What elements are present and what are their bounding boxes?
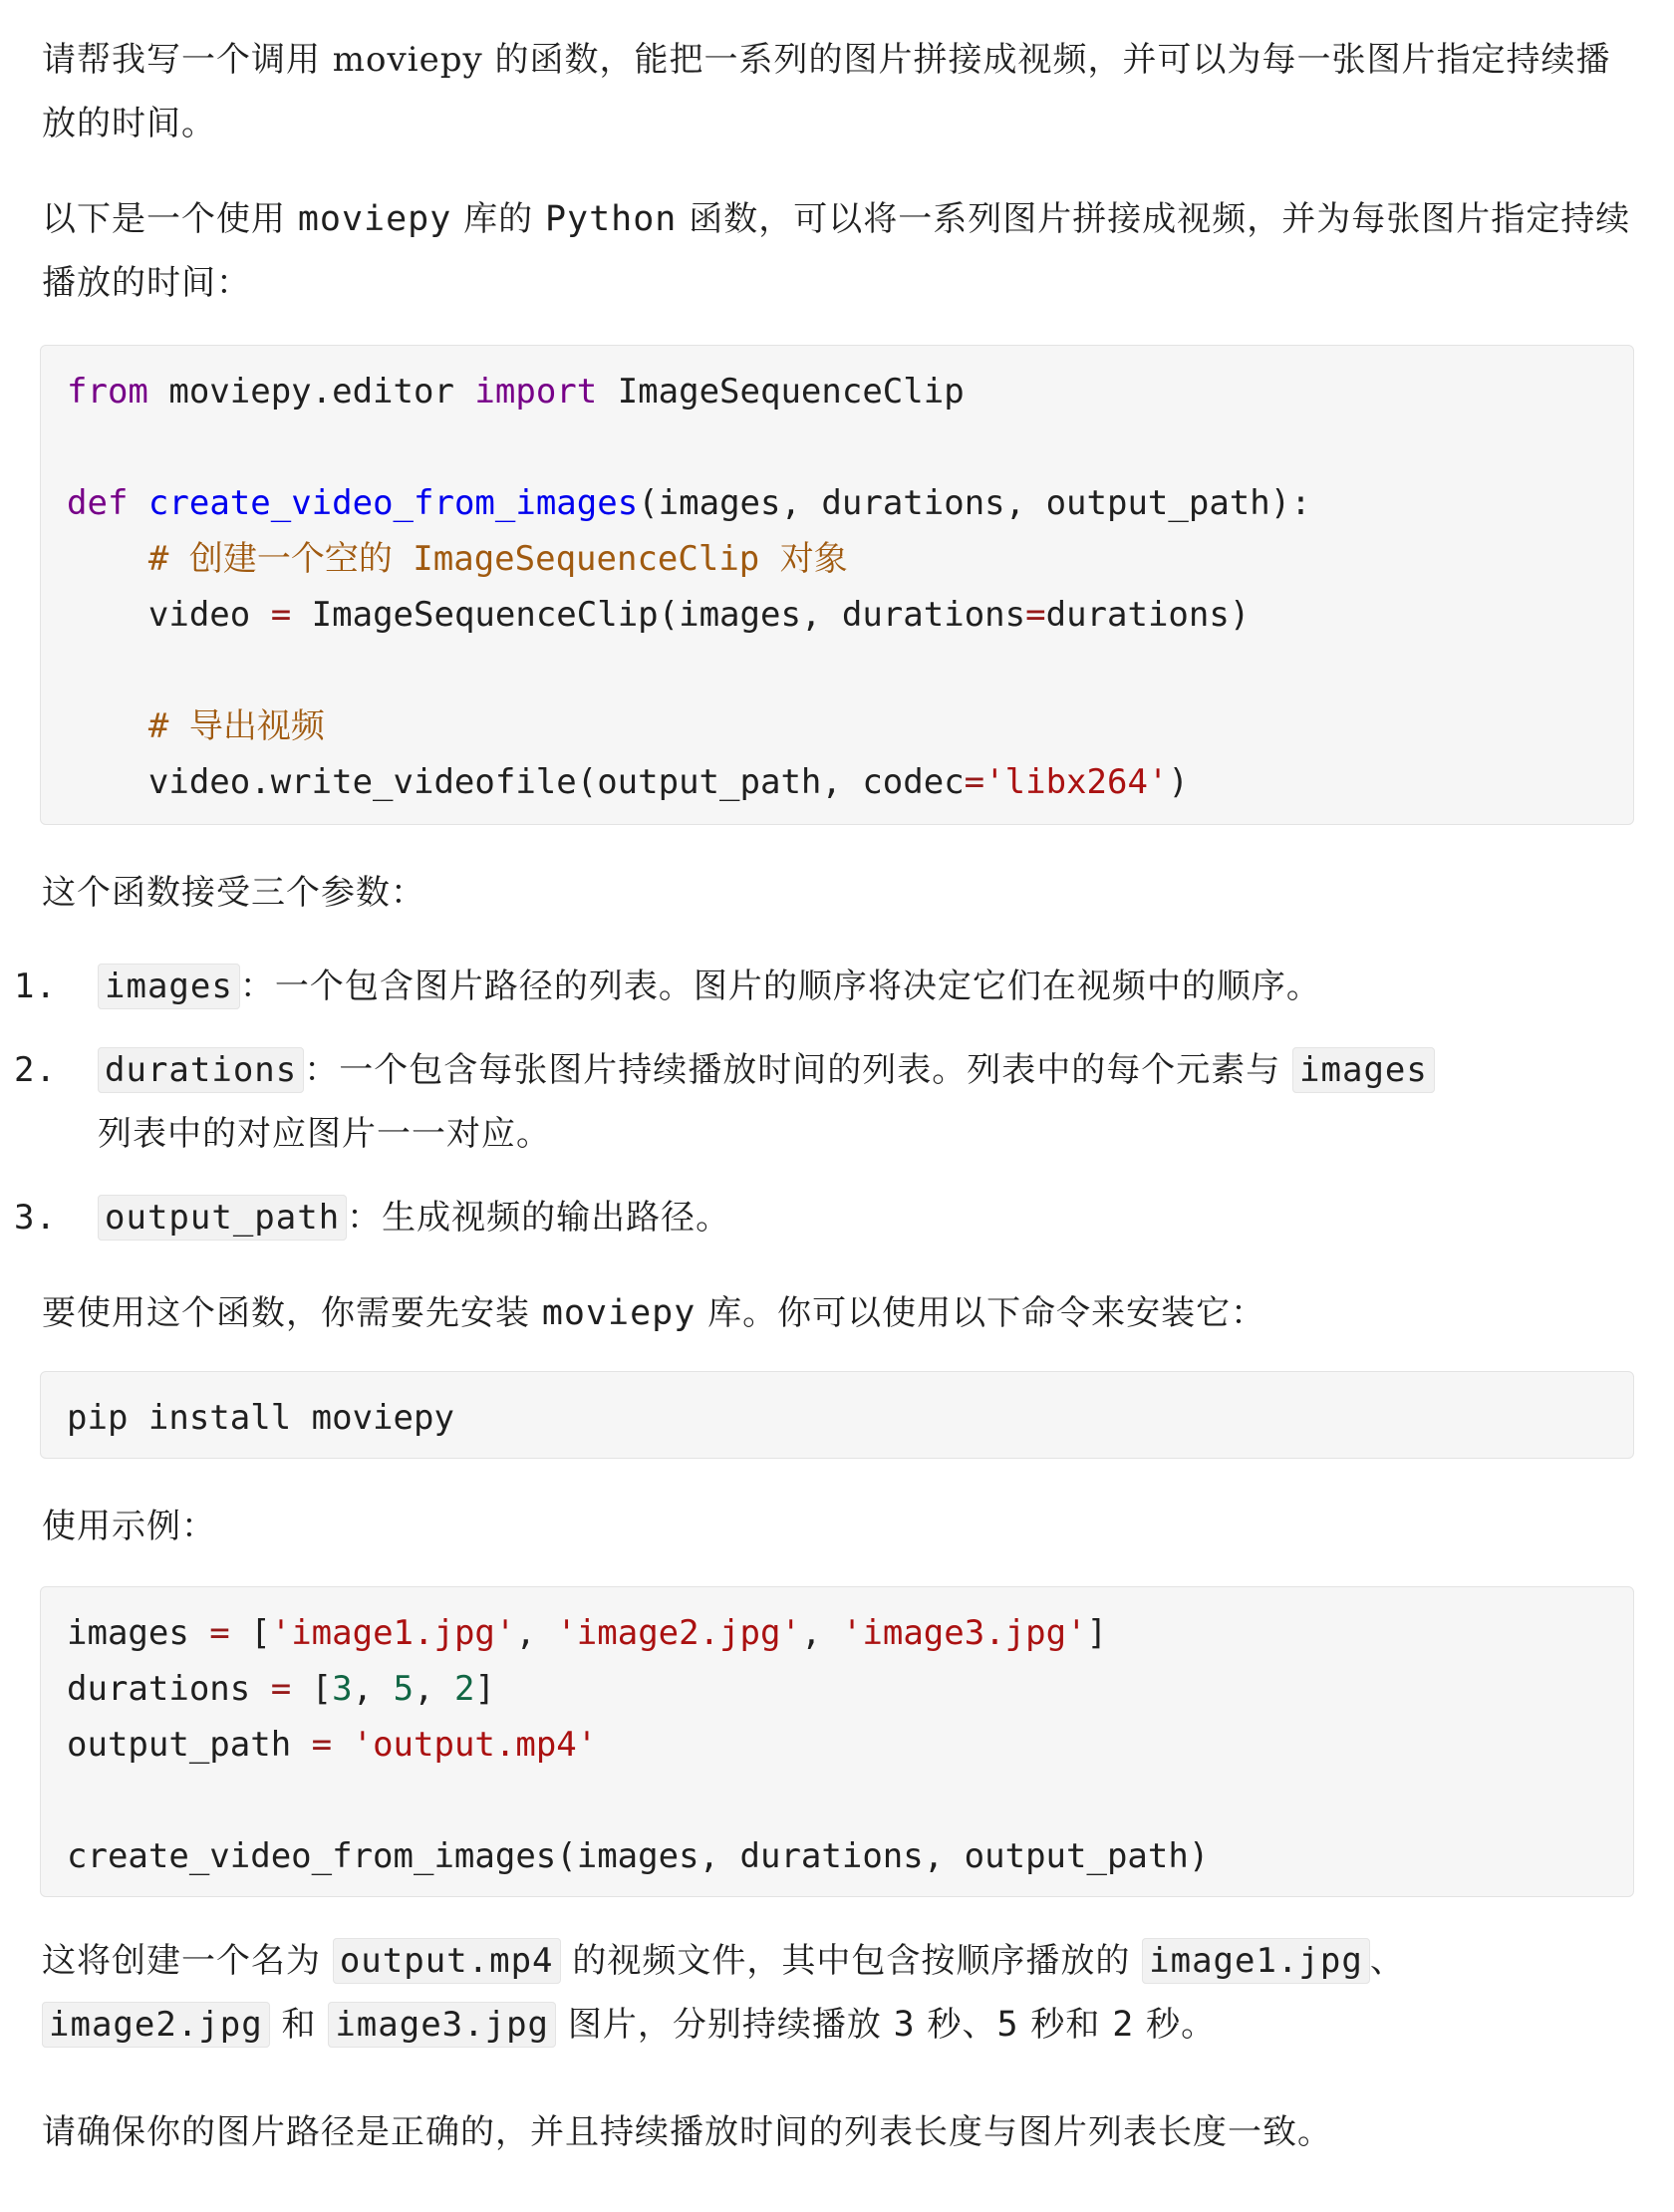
code-keyword: import [474, 372, 598, 412]
inline-code: image3.jpg [328, 2002, 556, 2048]
list-item-text: ：生成视频的输出路径。 [347, 1198, 731, 1238]
inline-code: images [1292, 1047, 1435, 1093]
inline-python: Python [544, 199, 678, 239]
code-text: durations) [1045, 595, 1251, 635]
code-block-example[interactable] [40, 1586, 1634, 1897]
code-block-install[interactable] [40, 1371, 1634, 1459]
code-text [332, 1725, 352, 1765]
code-text: pip install moviepy [67, 1398, 454, 1438]
code-string: 'libx264' [984, 762, 1169, 802]
code-text: video.write_videofile(output_path, codec [67, 762, 965, 802]
inline-number: 5 [996, 2005, 1019, 2045]
answer-intro-text: 函数，可以将一系列图片拼接成视频，并为每张图片指定持续播放的时间： [42, 199, 1631, 303]
result-explanation [42, 1929, 1636, 2057]
inline-moviepy: moviepy [297, 199, 452, 239]
result-text: 秒、 [915, 2005, 997, 2045]
code-text: [ [229, 1613, 271, 1653]
code-string: 'image1.jpg' [270, 1613, 516, 1653]
params-intro-text: 这个函数接受三个参数： [42, 873, 425, 913]
code-block-function[interactable] [40, 345, 1634, 825]
inline-code: output_path [98, 1195, 347, 1241]
inline-code: durations [98, 1047, 304, 1093]
code-text: , [414, 1669, 455, 1709]
code-string: 'output.mp4' [352, 1725, 598, 1765]
code-text: ImageSequenceClip [597, 372, 965, 412]
code-operator: = [270, 595, 292, 635]
example-intro [42, 1495, 1636, 1558]
code-operator: = [964, 762, 985, 802]
result-text: 、 [1369, 1941, 1405, 1981]
code-comment: # 导出视频 [67, 706, 325, 746]
user-question [42, 28, 1636, 155]
code-text: [ [291, 1669, 333, 1709]
answer-intro-text: 库的 [451, 199, 545, 239]
inline-moviepy: moviepy [541, 1293, 697, 1333]
code-text: , [800, 1613, 842, 1653]
list-item-text: ：一个包含图片路径的列表。图片的顺序将决定它们在视频中的顺序。 [239, 967, 1321, 1006]
params-intro [42, 861, 1636, 925]
closing-text: 请确保你的图片路径是正确的，并且持续播放时间的列表长度与图片列表长度一致。 [42, 2112, 1332, 2152]
code-text: ) [1168, 762, 1189, 802]
inline-code: images [98, 964, 240, 1009]
code-number: 3 [332, 1669, 353, 1709]
result-text: 秒。 [1134, 2005, 1217, 2045]
code-text: create_video_from_images(images, durations, output_path) [67, 1836, 1210, 1876]
inline-code: image2.jpg [42, 2002, 270, 2048]
user-question-text: 请帮我写一个调用 moviepy 的函数，能把一系列的图片拼接成视频，并可以为每一张图片指定持续播放的时间。 [42, 40, 1611, 143]
answer-intro-text: 以下是一个使用 [42, 199, 298, 239]
code-function-name: create_video_from_images [147, 483, 639, 523]
inline-number: 3 [893, 2005, 916, 2045]
closing-note [42, 2100, 1636, 2164]
code-text: moviepy.editor [147, 372, 475, 412]
code-keyword: def [67, 483, 129, 523]
install-intro [42, 1281, 1636, 1345]
result-text: 的视频文件，其中包含按顺序播放的 [560, 1941, 1143, 1981]
code-string: 'image2.jpg' [556, 1613, 801, 1653]
install-intro-text: 库。你可以使用以下命令来安装它： [696, 1293, 1266, 1333]
list-item-text: 列表中的对应图片一一对应。 [98, 1114, 551, 1154]
list-number: 1. [14, 967, 57, 1006]
install-intro-text: 要使用这个函数，你需要先安装 [42, 1293, 542, 1333]
list-item-text: ：一个包含每张图片持续播放时间的列表。列表中的每个元素与 [304, 1050, 1293, 1090]
result-text: 图片，分别持续播放 [556, 2005, 894, 2045]
inline-code: image1.jpg [1142, 1938, 1370, 1984]
result-text: 和 [269, 2005, 329, 2045]
code-operator: = [270, 1669, 292, 1709]
result-text: 秒和 [1018, 2005, 1113, 2045]
inline-number: 2 [1112, 2005, 1135, 2045]
code-operator: = [209, 1613, 230, 1653]
code-comment: # 创建一个空的 ImageSequenceClip 对象 [67, 539, 848, 579]
code-string: 'image3.jpg' [841, 1613, 1087, 1653]
list-number: 3. [14, 1198, 57, 1238]
code-text: ] [474, 1669, 495, 1709]
code-text: video [67, 595, 271, 635]
code-text: durations [67, 1669, 271, 1709]
answer-intro [42, 187, 1636, 315]
code-number: 2 [454, 1669, 475, 1709]
code-text: ImageSequenceClip(images, durations [291, 595, 1026, 635]
list-number: 2. [14, 1050, 57, 1090]
code-operator: = [1025, 595, 1046, 635]
code-number: 5 [393, 1669, 415, 1709]
code-text: (images, durations, output_path): [638, 483, 1311, 523]
code-operator: = [311, 1725, 333, 1765]
code-keyword: from [67, 372, 148, 412]
result-text: 这将创建一个名为 [42, 1941, 333, 1981]
code-text: , [515, 1613, 557, 1653]
code-text: ] [1086, 1613, 1108, 1653]
code-text: images [67, 1613, 210, 1653]
example-intro-text: 使用示例： [42, 1507, 216, 1546]
code-text: , [352, 1669, 394, 1709]
code-text: output_path [67, 1725, 312, 1765]
inline-code: output.mp4 [333, 1938, 561, 1984]
